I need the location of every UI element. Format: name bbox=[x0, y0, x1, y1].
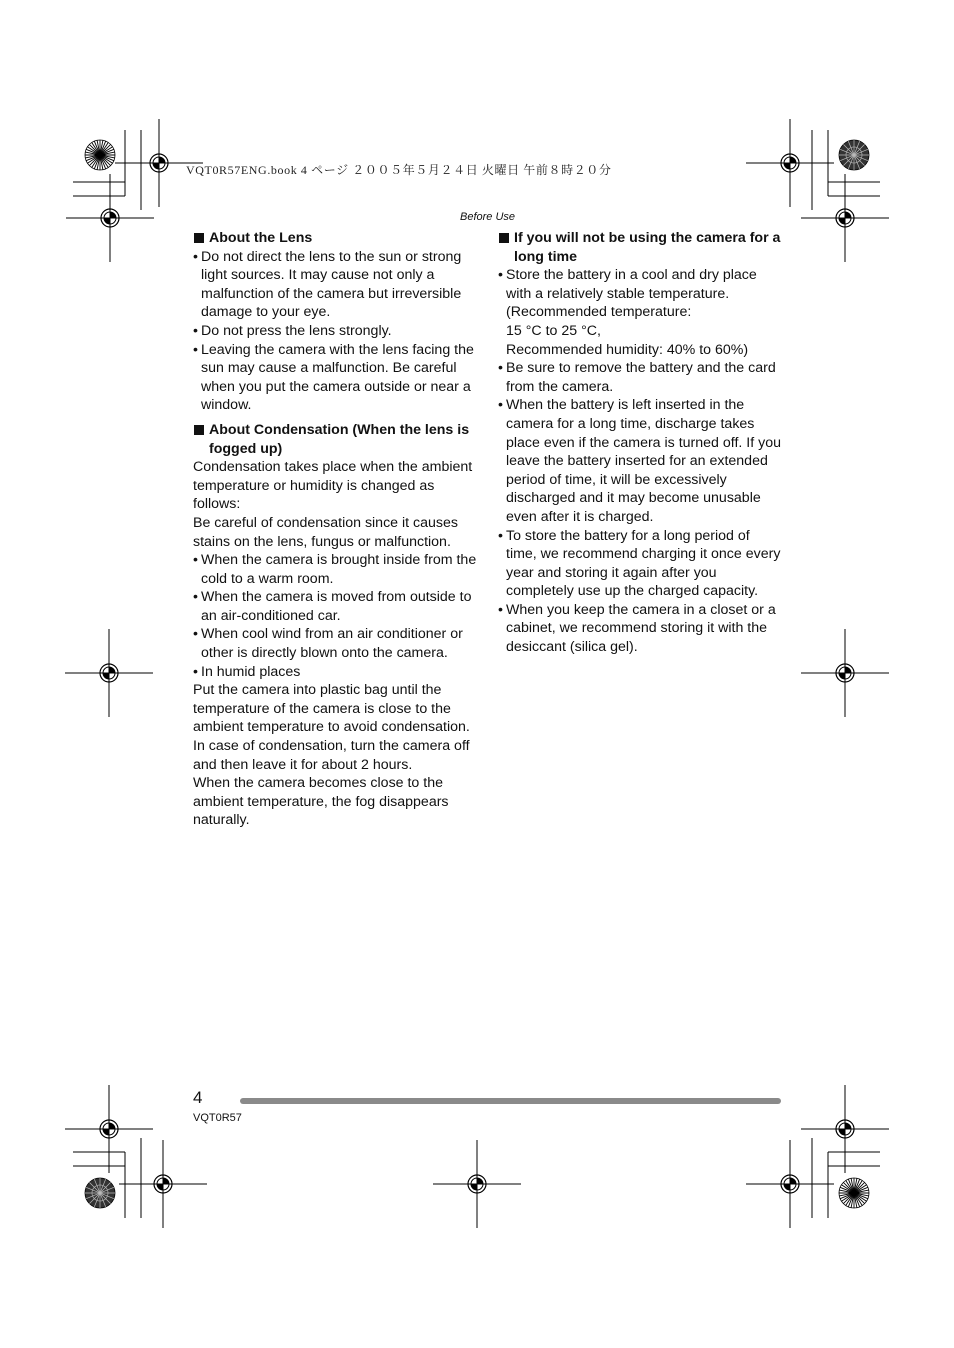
bullet-dot-icon: • bbox=[498, 360, 503, 377]
section-heading bbox=[498, 229, 782, 266]
heading-text: If you will not be using the camera for a long time bbox=[514, 230, 781, 265]
bullet-item bbox=[193, 322, 479, 341]
registration-mark-icon bbox=[65, 629, 153, 717]
bullet-dot-icon: • bbox=[498, 397, 503, 414]
registration-mark-icon bbox=[801, 629, 889, 717]
bullet-text: Do not direct the lens to the sun or strong light sources. It may cause not only a malfunction of the camera but irreversible damage to your eye. bbox=[201, 248, 462, 321]
model-code: VQT0R57 bbox=[193, 1112, 242, 1124]
bullet-dot-icon: • bbox=[193, 248, 198, 265]
bullet-dot-icon: • bbox=[193, 552, 198, 569]
color-wheel-icon bbox=[85, 1178, 115, 1208]
bullet-item bbox=[193, 341, 479, 415]
bullet-text: To store the battery for a long period of time, we recommend charging it once every year and storing it again after you completely use up the charged capacity. bbox=[506, 527, 781, 600]
bullet-item bbox=[193, 551, 479, 588]
page-number: 4 bbox=[193, 1088, 203, 1107]
bullet-text: When you keep the camera in a closet or a cabinet, we recommend storing it with the desiccant (silica gel). bbox=[506, 601, 776, 656]
bullet-dot-icon: • bbox=[498, 601, 503, 618]
bullet-dot-icon: • bbox=[193, 663, 198, 680]
footer-rule bbox=[240, 1098, 781, 1104]
bullet-item bbox=[193, 248, 479, 322]
bullet-text: Be sure to remove the battery and the card from the camera. bbox=[506, 360, 776, 395]
registration-mark-icon bbox=[746, 119, 834, 207]
bullet-item bbox=[498, 266, 782, 359]
color-wheel-icon bbox=[839, 1178, 869, 1208]
bullet-dot-icon: • bbox=[498, 527, 503, 544]
paragraph: Put the camera into plastic bag until the temperature of the camera is close to the ambient temperature to avoid condensation. In case of condensation, turn the camera off and then leave it for about 2 hours. bbox=[193, 682, 470, 773]
paragraph: When the camera becomes close to the ambient temperature, the fog disappears naturally. bbox=[193, 775, 449, 829]
bullet-text: Do not press the lens strongly. bbox=[201, 322, 392, 339]
registration-mark-icon bbox=[801, 1085, 889, 1173]
bullet-dot-icon: • bbox=[498, 267, 503, 284]
section-heading bbox=[193, 229, 479, 248]
bullet-item bbox=[193, 663, 479, 682]
paragraph: Condensation takes place when the ambient temperature or humidity is changed as follows: bbox=[193, 459, 473, 513]
section-heading bbox=[193, 421, 479, 458]
bullet-text: When the camera is brought inside from the cold to a warm room. bbox=[201, 552, 477, 587]
square-bullet-icon bbox=[499, 233, 509, 243]
bullet-item bbox=[193, 588, 479, 625]
right-column bbox=[498, 229, 782, 657]
left-column bbox=[193, 229, 479, 830]
square-bullet-icon bbox=[194, 233, 204, 243]
registration-mark-icon bbox=[801, 174, 889, 262]
bullet-text: Store the battery in a cool and dry place with a relatively stable temperature. (Recommended temperature: bbox=[506, 267, 757, 321]
paragraph: Be careful of condensation since it causes stains on the lens, fungus or malfunction. bbox=[193, 514, 458, 550]
registration-mark-icon bbox=[746, 1140, 834, 1228]
bullet-item bbox=[498, 601, 782, 657]
bullet-dot-icon: • bbox=[193, 322, 198, 339]
registration-mark-icon bbox=[65, 1085, 153, 1173]
bullet-dot-icon: • bbox=[193, 341, 198, 358]
bullet-item bbox=[193, 625, 479, 662]
bullet-text: In humid places bbox=[201, 663, 301, 680]
bullet-text: When cool wind from an air conditioner or other is directly blown onto the camera. bbox=[201, 626, 463, 662]
heading-text: About the Lens bbox=[209, 230, 313, 246]
section-header: Before Use bbox=[460, 211, 516, 223]
bullet-dot-icon: • bbox=[193, 626, 198, 643]
bullet-text: When the battery is left inserted in the camera for a long time, discharge takes place even if the camera is turned off. If you leave the battery inserted for an extended period of time, it will be excessively discharged and it may become unusable even after it is charged. bbox=[506, 397, 781, 525]
print-slug-header: VQT0R57ENG.book 4 ページ ２００５年５月２４日 火曜日 午前８時２０分 bbox=[186, 163, 612, 177]
bullet-text: When the camera is moved from outside to an air-conditioned car. bbox=[201, 589, 472, 624]
bullet-continuation: Recommended humidity: 40% to 60%) bbox=[506, 341, 749, 358]
bullet-item bbox=[498, 527, 782, 601]
bullet-item bbox=[498, 396, 782, 526]
square-bullet-icon bbox=[194, 425, 204, 435]
color-wheel-icon bbox=[839, 140, 869, 170]
heading-text: About Condensation (When the lens is fogged up) bbox=[209, 421, 470, 457]
bullet-dot-icon: • bbox=[193, 589, 198, 606]
bullet-continuation: 15 °C to 25 °C, bbox=[506, 322, 601, 339]
bullet-text: Leaving the camera with the lens facing the sun may cause a malfunction. Be careful when you put the camera outside or near a window. bbox=[201, 341, 474, 414]
color-wheel-icon bbox=[85, 140, 115, 170]
registration-mark-icon bbox=[119, 1140, 207, 1228]
registration-mark-icon bbox=[433, 1140, 521, 1228]
bullet-item bbox=[498, 359, 782, 396]
